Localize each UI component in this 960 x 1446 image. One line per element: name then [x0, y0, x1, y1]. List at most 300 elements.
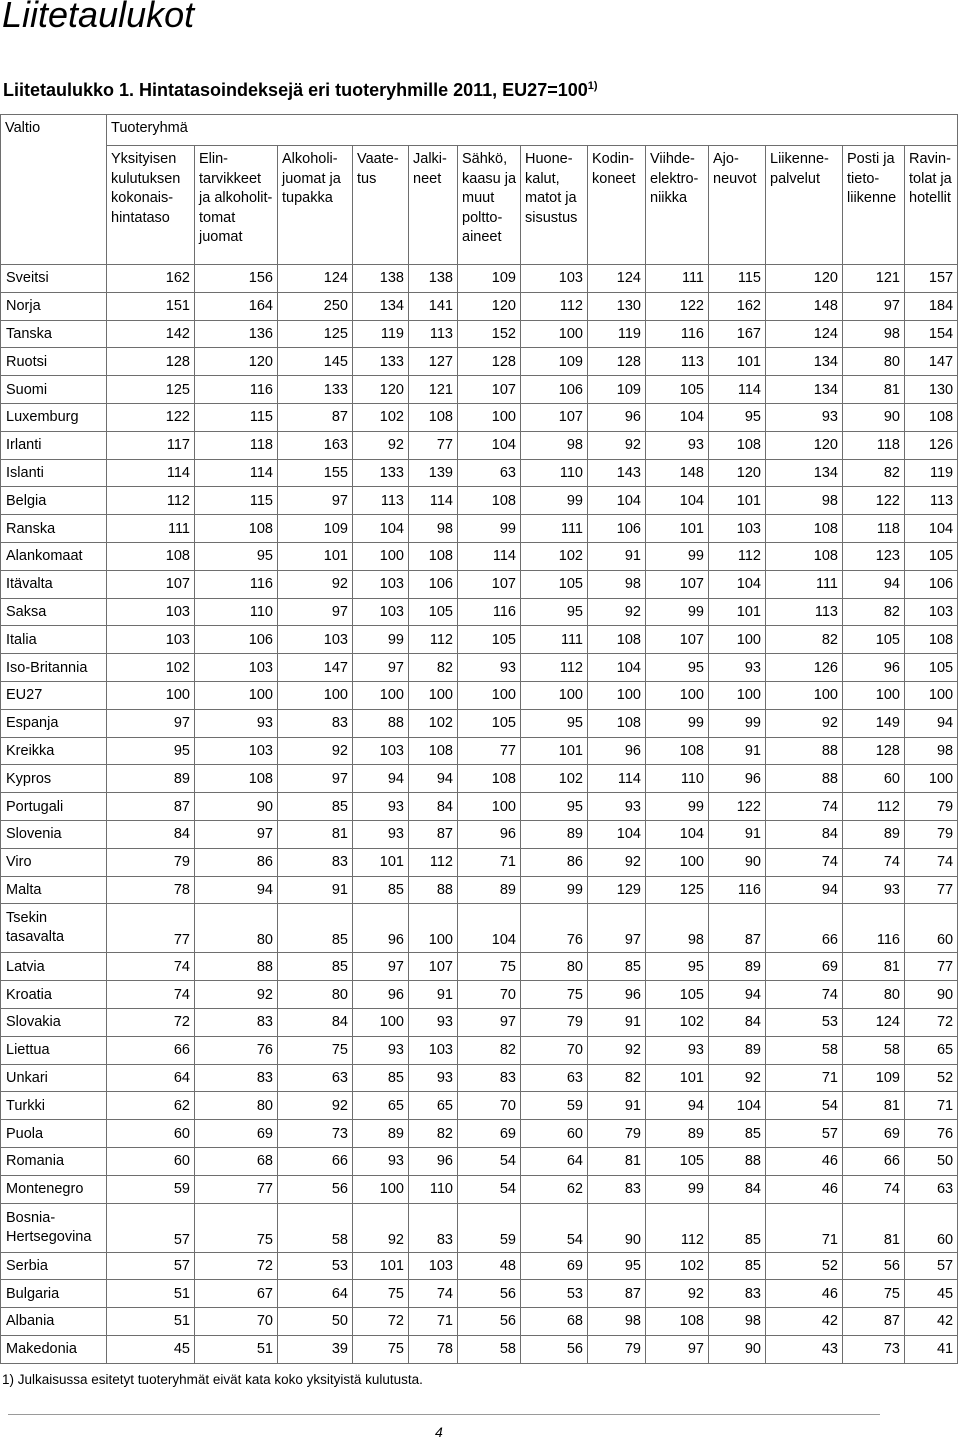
table-row [1, 848, 958, 876]
value-cell: 108 [646, 1308, 709, 1336]
value-cell: 112 [843, 793, 905, 821]
value-cell: 152 [458, 320, 521, 348]
column-header: Vaate- tus [353, 146, 409, 265]
value-cell: 120 [766, 431, 843, 459]
price-level-table [0, 114, 958, 1364]
value-cell: 111 [107, 515, 195, 543]
value-cell: 98 [646, 904, 709, 953]
value-cell: 119 [905, 459, 958, 487]
country-cell: Kypros [1, 765, 107, 793]
value-cell: 60 [843, 765, 905, 793]
value-cell: 74 [843, 1175, 905, 1203]
value-cell: 84 [709, 1175, 766, 1203]
value-cell: 250 [278, 292, 353, 320]
column-header: Ravin- tolat ja hotellit [905, 146, 958, 265]
value-cell: 118 [843, 431, 905, 459]
value-cell: 101 [353, 848, 409, 876]
value-cell: 90 [709, 1335, 766, 1363]
value-cell: 103 [278, 626, 353, 654]
value-cell: 85 [278, 953, 353, 981]
country-cell: Itävalta [1, 570, 107, 598]
value-cell: 41 [905, 1335, 958, 1363]
value-cell: 92 [278, 570, 353, 598]
value-cell: 58 [278, 1203, 353, 1252]
value-cell: 87 [107, 793, 195, 821]
value-cell: 99 [646, 793, 709, 821]
value-cell: 90 [905, 981, 958, 1009]
value-cell: 138 [409, 265, 458, 293]
value-cell: 94 [709, 981, 766, 1009]
table-row [1, 1120, 958, 1148]
value-cell: 104 [709, 1092, 766, 1120]
country-cell: Saksa [1, 598, 107, 626]
value-cell: 58 [458, 1335, 521, 1363]
value-cell: 64 [278, 1280, 353, 1308]
value-cell: 99 [646, 1175, 709, 1203]
value-cell: 74 [107, 953, 195, 981]
value-cell: 95 [646, 654, 709, 682]
value-cell: 100 [409, 681, 458, 709]
country-cell: Sveitsi [1, 265, 107, 293]
value-cell: 85 [278, 904, 353, 953]
value-cell: 81 [843, 1203, 905, 1252]
value-cell: 110 [409, 1175, 458, 1203]
value-cell: 108 [709, 431, 766, 459]
value-cell: 75 [278, 1036, 353, 1064]
value-cell: 66 [278, 1147, 353, 1175]
value-cell: 114 [409, 487, 458, 515]
value-cell: 100 [905, 765, 958, 793]
value-cell: 105 [521, 570, 588, 598]
value-cell: 85 [709, 1203, 766, 1252]
value-cell: 106 [409, 570, 458, 598]
value-cell: 139 [409, 459, 458, 487]
value-cell: 104 [588, 820, 646, 848]
value-cell: 106 [521, 376, 588, 404]
country-cell: Ruotsi [1, 348, 107, 376]
value-cell: 75 [521, 981, 588, 1009]
value-cell: 66 [843, 1147, 905, 1175]
value-cell: 96 [588, 981, 646, 1009]
value-cell: 148 [646, 459, 709, 487]
value-cell: 110 [195, 598, 278, 626]
value-cell: 46 [766, 1280, 843, 1308]
value-cell: 93 [766, 403, 843, 431]
value-cell: 104 [353, 515, 409, 543]
value-cell: 77 [409, 431, 458, 459]
table-row [1, 515, 958, 543]
value-cell: 96 [709, 765, 766, 793]
value-cell: 130 [588, 292, 646, 320]
country-cell: Portugali [1, 793, 107, 821]
table-caption-text: Liitetaulukko 1. Hintatasoindeksejä eri tuoteryhmille 2011, EU27=100 [3, 80, 588, 100]
country-cell: Latvia [1, 953, 107, 981]
value-cell: 53 [278, 1252, 353, 1280]
country-cell: Espanja [1, 709, 107, 737]
value-cell: 70 [521, 1036, 588, 1064]
value-cell: 111 [766, 570, 843, 598]
value-cell: 53 [766, 1008, 843, 1036]
value-cell: 109 [521, 348, 588, 376]
value-cell: 108 [905, 403, 958, 431]
table-row [1, 793, 958, 821]
value-cell: 96 [588, 403, 646, 431]
value-cell: 87 [409, 820, 458, 848]
value-cell: 75 [843, 1280, 905, 1308]
value-cell: 103 [107, 598, 195, 626]
country-cell: Suomi [1, 376, 107, 404]
value-cell: 71 [766, 1203, 843, 1252]
value-cell: 64 [521, 1147, 588, 1175]
value-cell: 81 [588, 1147, 646, 1175]
value-cell: 56 [278, 1175, 353, 1203]
value-cell: 103 [353, 598, 409, 626]
value-cell: 93 [709, 654, 766, 682]
value-cell: 81 [843, 376, 905, 404]
value-cell: 82 [409, 1120, 458, 1148]
value-cell: 84 [766, 820, 843, 848]
value-cell: 74 [409, 1280, 458, 1308]
value-cell: 96 [353, 981, 409, 1009]
value-cell: 133 [278, 376, 353, 404]
value-cell: 92 [588, 431, 646, 459]
table-row [1, 265, 958, 293]
value-cell: 105 [409, 598, 458, 626]
value-cell: 103 [353, 570, 409, 598]
value-cell: 82 [766, 626, 843, 654]
value-cell: 66 [107, 1036, 195, 1064]
value-cell: 95 [521, 793, 588, 821]
country-cell: Slovakia [1, 1008, 107, 1036]
table-row [1, 431, 958, 459]
value-cell: 104 [646, 487, 709, 515]
value-cell: 95 [107, 737, 195, 765]
value-cell: 103 [521, 265, 588, 293]
value-cell: 102 [646, 1252, 709, 1280]
country-cell: Romania [1, 1147, 107, 1175]
value-cell: 101 [646, 515, 709, 543]
value-cell: 83 [458, 1064, 521, 1092]
value-cell: 102 [521, 765, 588, 793]
country-cell: Montenegro [1, 1175, 107, 1203]
table-row [1, 953, 958, 981]
value-cell: 99 [646, 598, 709, 626]
value-cell: 69 [521, 1252, 588, 1280]
table-row [1, 1252, 958, 1280]
value-cell: 113 [353, 487, 409, 515]
value-cell: 51 [107, 1280, 195, 1308]
value-cell: 63 [278, 1064, 353, 1092]
value-cell: 100 [278, 681, 353, 709]
value-cell: 74 [843, 848, 905, 876]
value-cell: 103 [107, 626, 195, 654]
value-cell: 155 [278, 459, 353, 487]
value-cell: 111 [521, 515, 588, 543]
value-cell: 112 [646, 1203, 709, 1252]
value-cell: 97 [278, 765, 353, 793]
value-cell: 89 [709, 953, 766, 981]
value-cell: 90 [709, 848, 766, 876]
value-cell: 104 [458, 431, 521, 459]
value-cell: 103 [195, 654, 278, 682]
value-cell: 105 [646, 376, 709, 404]
country-cell: Alankomaat [1, 542, 107, 570]
value-cell: 88 [766, 737, 843, 765]
value-cell: 105 [843, 626, 905, 654]
value-cell: 157 [905, 265, 958, 293]
value-cell: 121 [843, 265, 905, 293]
value-cell: 53 [521, 1280, 588, 1308]
value-cell: 134 [766, 376, 843, 404]
value-cell: 96 [843, 654, 905, 682]
table-row [1, 1092, 958, 1120]
value-cell: 102 [107, 654, 195, 682]
value-cell: 120 [353, 376, 409, 404]
column-header: Sähkö, kaasu ja muut poltto- aineet [458, 146, 521, 265]
value-cell: 93 [409, 1064, 458, 1092]
value-cell: 90 [843, 403, 905, 431]
value-cell: 107 [646, 626, 709, 654]
value-cell: 101 [709, 348, 766, 376]
value-cell: 98 [905, 737, 958, 765]
table-row [1, 1203, 958, 1252]
value-cell: 80 [278, 981, 353, 1009]
value-cell: 112 [521, 654, 588, 682]
value-cell: 100 [709, 681, 766, 709]
value-cell: 100 [458, 681, 521, 709]
value-cell: 184 [905, 292, 958, 320]
value-cell: 79 [905, 793, 958, 821]
value-cell: 82 [458, 1036, 521, 1064]
table-row [1, 1064, 958, 1092]
column-header: Yksityisen kulutuksen kokonais- hintataso [107, 146, 195, 265]
value-cell: 98 [409, 515, 458, 543]
value-cell: 75 [458, 953, 521, 981]
value-cell: 70 [458, 981, 521, 1009]
table-row [1, 709, 958, 737]
value-cell: 63 [521, 1064, 588, 1092]
value-cell: 111 [646, 265, 709, 293]
value-cell: 112 [107, 487, 195, 515]
value-cell: 114 [107, 459, 195, 487]
table-row [1, 981, 958, 1009]
value-cell: 76 [195, 1036, 278, 1064]
value-cell: 95 [588, 1252, 646, 1280]
value-cell: 87 [278, 403, 353, 431]
value-cell: 56 [521, 1335, 588, 1363]
value-cell: 94 [766, 876, 843, 904]
value-cell: 73 [278, 1120, 353, 1148]
value-cell: 84 [107, 820, 195, 848]
value-cell: 133 [353, 459, 409, 487]
value-cell: 87 [709, 904, 766, 953]
value-cell: 82 [409, 654, 458, 682]
value-cell: 95 [709, 403, 766, 431]
value-cell: 74 [766, 848, 843, 876]
value-cell: 101 [353, 1252, 409, 1280]
value-cell: 63 [458, 459, 521, 487]
value-cell: 93 [646, 1036, 709, 1064]
value-cell: 124 [766, 320, 843, 348]
value-cell: 124 [588, 265, 646, 293]
value-cell: 156 [195, 265, 278, 293]
value-cell: 56 [458, 1280, 521, 1308]
value-cell: 129 [588, 876, 646, 904]
table-row [1, 487, 958, 515]
value-cell: 104 [905, 515, 958, 543]
value-cell: 123 [843, 542, 905, 570]
value-cell: 97 [458, 1008, 521, 1036]
value-cell: 54 [458, 1175, 521, 1203]
value-cell: 141 [409, 292, 458, 320]
value-cell: 92 [766, 709, 843, 737]
value-cell: 60 [905, 904, 958, 953]
value-cell: 92 [353, 1203, 409, 1252]
value-cell: 125 [646, 876, 709, 904]
country-column-header: Valtio [1, 115, 107, 265]
value-cell: 96 [588, 737, 646, 765]
value-cell: 105 [458, 626, 521, 654]
value-cell: 108 [409, 403, 458, 431]
value-cell: 73 [843, 1335, 905, 1363]
value-cell: 86 [521, 848, 588, 876]
value-cell: 100 [195, 681, 278, 709]
value-cell: 107 [107, 570, 195, 598]
value-cell: 107 [409, 953, 458, 981]
value-cell: 113 [766, 598, 843, 626]
column-header: Liikenne- palvelut [766, 146, 843, 265]
value-cell: 117 [107, 431, 195, 459]
value-cell: 128 [107, 348, 195, 376]
value-cell: 106 [588, 515, 646, 543]
value-cell: 109 [843, 1064, 905, 1092]
value-cell: 45 [905, 1280, 958, 1308]
value-cell: 74 [107, 981, 195, 1009]
value-cell: 116 [195, 376, 278, 404]
value-cell: 57 [766, 1120, 843, 1148]
value-cell: 101 [278, 542, 353, 570]
value-cell: 57 [107, 1203, 195, 1252]
value-cell: 113 [409, 320, 458, 348]
table-row [1, 626, 958, 654]
value-cell: 81 [278, 820, 353, 848]
value-cell: 83 [278, 848, 353, 876]
value-cell: 100 [646, 681, 709, 709]
value-cell: 51 [195, 1335, 278, 1363]
value-cell: 56 [458, 1308, 521, 1336]
value-cell: 59 [107, 1175, 195, 1203]
country-cell: Italia [1, 626, 107, 654]
value-cell: 46 [766, 1147, 843, 1175]
value-cell: 80 [195, 904, 278, 953]
value-cell: 50 [905, 1147, 958, 1175]
value-cell: 128 [458, 348, 521, 376]
value-cell: 69 [843, 1120, 905, 1148]
value-cell: 39 [278, 1335, 353, 1363]
value-cell: 92 [646, 1280, 709, 1308]
value-cell: 74 [766, 981, 843, 1009]
value-cell: 89 [709, 1036, 766, 1064]
value-cell: 52 [766, 1252, 843, 1280]
country-cell: Iso-Britannia [1, 654, 107, 682]
value-cell: 63 [905, 1175, 958, 1203]
value-cell: 120 [766, 265, 843, 293]
value-cell: 65 [905, 1036, 958, 1064]
value-cell: 97 [278, 487, 353, 515]
page-number: 4 [435, 1424, 443, 1440]
value-cell: 100 [521, 320, 588, 348]
table-row [1, 737, 958, 765]
value-cell: 94 [905, 709, 958, 737]
value-cell: 127 [409, 348, 458, 376]
value-cell: 79 [905, 820, 958, 848]
value-cell: 100 [843, 681, 905, 709]
value-cell: 72 [107, 1008, 195, 1036]
value-cell: 97 [588, 904, 646, 953]
value-cell: 99 [458, 515, 521, 543]
value-cell: 89 [843, 820, 905, 848]
value-cell: 116 [709, 876, 766, 904]
bottom-divider [8, 1414, 880, 1415]
country-cell: Tanska [1, 320, 107, 348]
value-cell: 85 [353, 1064, 409, 1092]
value-cell: 114 [195, 459, 278, 487]
table-row [1, 403, 958, 431]
value-cell: 108 [458, 765, 521, 793]
value-cell: 100 [905, 681, 958, 709]
value-cell: 91 [709, 737, 766, 765]
value-cell: 88 [409, 876, 458, 904]
value-cell: 93 [353, 1036, 409, 1064]
value-cell: 77 [107, 904, 195, 953]
value-cell: 97 [107, 709, 195, 737]
value-cell: 75 [353, 1280, 409, 1308]
value-cell: 89 [107, 765, 195, 793]
value-cell: 93 [353, 793, 409, 821]
value-cell: 91 [588, 1092, 646, 1120]
value-cell: 54 [458, 1147, 521, 1175]
value-cell: 93 [353, 1147, 409, 1175]
value-cell: 87 [588, 1280, 646, 1308]
value-cell: 94 [195, 876, 278, 904]
value-cell: 88 [353, 709, 409, 737]
value-cell: 100 [709, 626, 766, 654]
value-cell: 147 [278, 654, 353, 682]
table-row [1, 904, 958, 953]
value-cell: 101 [521, 737, 588, 765]
value-cell: 101 [709, 487, 766, 515]
table-row [1, 654, 958, 682]
value-cell: 93 [843, 876, 905, 904]
value-cell: 101 [709, 598, 766, 626]
value-cell: 86 [195, 848, 278, 876]
value-cell: 59 [458, 1203, 521, 1252]
value-cell: 43 [766, 1335, 843, 1363]
value-cell: 149 [843, 709, 905, 737]
value-cell: 70 [195, 1308, 278, 1336]
value-cell: 130 [905, 376, 958, 404]
value-cell: 114 [458, 542, 521, 570]
value-cell: 111 [521, 626, 588, 654]
value-cell: 77 [195, 1175, 278, 1203]
value-cell: 87 [843, 1308, 905, 1336]
value-cell: 90 [195, 793, 278, 821]
column-header: Posti ja tieto- liikenne [843, 146, 905, 265]
value-cell: 98 [521, 431, 588, 459]
value-cell: 93 [646, 431, 709, 459]
value-cell: 107 [646, 570, 709, 598]
value-cell: 114 [709, 376, 766, 404]
